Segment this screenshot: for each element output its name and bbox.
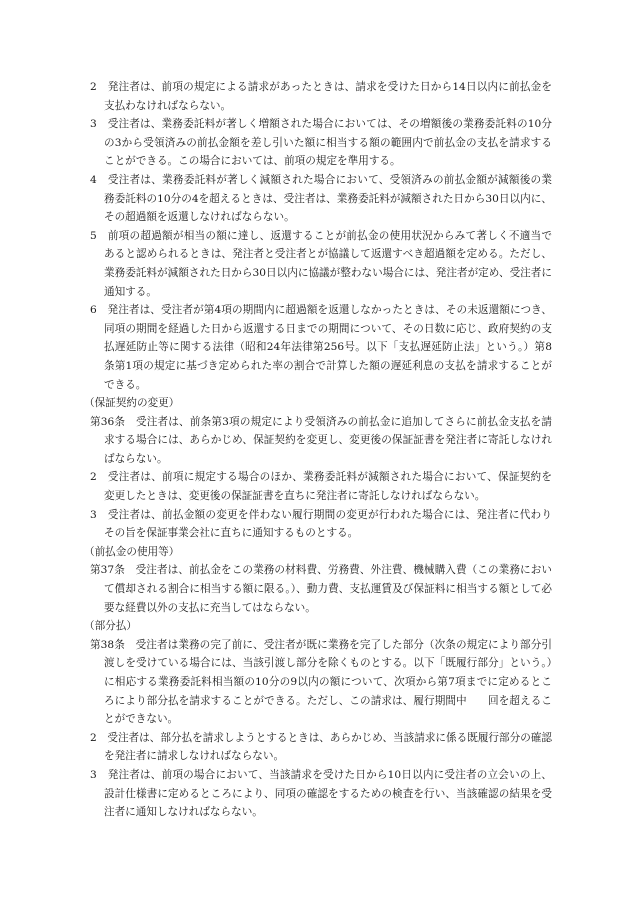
paragraph-35-3: 3 受注者は、業務委託料が著しく増額された場合においては、その増額後の業務委託料の10分の3から受領済みの前払金額を差し引いた額に相当する額の範囲内で前払金の支払を請求することができる。この場合においては、前項の規定を準用する。	[90, 118, 552, 168]
heading-guarantee-change: （保証契約の変更）	[84, 397, 180, 410]
heading-advance-use: （前払金の使用等）	[84, 545, 180, 558]
paragraph-38-3: 3 発注者は、前項の場合において、当該請求を受けた日から10日以内に受注者の立会いの上、設計仕様書に定めるところにより、同項の確認をするための検査を行い、当該確認の結果を受注者に通知しなければならない。	[90, 768, 552, 819]
heading-partial-payment: （部分払）	[84, 620, 137, 633]
paragraph-35-5: 5 前項の超過額が相当の額に達し、返還することが前払金の使用状況からみて著しく不適当であると認められるときは、発注者と受注者とが協議して返還すべき超過額を定める。ただし、業務委託料が減額された日から30日以内に協議が整わない場合には、発注者が定め、受注者に通知する。	[90, 229, 552, 298]
paragraph-36-2: 2 受注者は、前項に規定する場合のほか、業務委託料が減額された場合において、保証契約を変更したときは、変更後の保証証書を直ちに発注者に寄託しなければならない。	[90, 471, 552, 503]
article-36: 第36条 受注者は、前条第3項の規定により受領済みの前払金に追加してさらに前払金支払を請求する場合には、あらかじめ、保証契約を変更し、変更後の保証証書を発注者に寄託しなければならない。	[90, 415, 552, 465]
paragraph-38-2: 2 受注者は、部分払を請求しようとするときは、あらかじめ、当該請求に係る既履行部分の確認を発注者に請求しなければならない。	[90, 731, 552, 763]
article-37: 第37条 受注者は、前払金をこの業務の材料費、労務費、外注費、機械購入費（この業務において償却される割合に相当する額に限る。）、動力費、支払運賃及び保証料に相当する額として必要な経費以外の支払に充当してはならない。	[90, 564, 552, 614]
paragraph-35-2: 2 発注者は、前項の規定による請求があったときは、請求を受けた日から14日以内に前払金を支払わなければならない。	[90, 81, 552, 112]
paragraph-35-6: 6 発注者は、受注者が第4項の期間内に超過額を返還しなかったときは、その未返還額につき、同項の期間を経過した日から返還する日までの期間について、その日数に応じ、政府契約の支払遅延防止等に関する法律（昭和24年法律第256号。以下「支払遅延防止法」という。）第8条第1項の規定に基づき定められた率の割合で計算した額の遅延利息の支払を請求することができる。	[90, 304, 552, 391]
paragraph-35-4: 4 受注者は、業務委託料が著しく減額された場合において、受領済みの前払金額が減額後の業務委託料の10分の4を超えるときは、受注者は、業務委託料が減額された日から30日以内に、その超過額を返還しなければならない。	[90, 173, 552, 224]
paragraph-36-3: 3 受注者は、前払金額の変更を伴わない履行期間の変更が行われた場合には、発注者に代わりその旨を保証事業会社に直ちに通知するものとする。	[90, 508, 552, 540]
article-38: 第38条 受注者は業務の完了前に、受注者が既に業務を完了した部分（次条の規定により部分引渡しを受けている場合には、当該引渡し部分を除くものとする。以下「既履行部分」という。）に相応する業務委託料相当額の10分の9以内の額について、次項から第7項までに定めるところにより部分払を請求することができる。ただし、この請求は、履行期間中 回を超えることができない。	[90, 638, 552, 726]
